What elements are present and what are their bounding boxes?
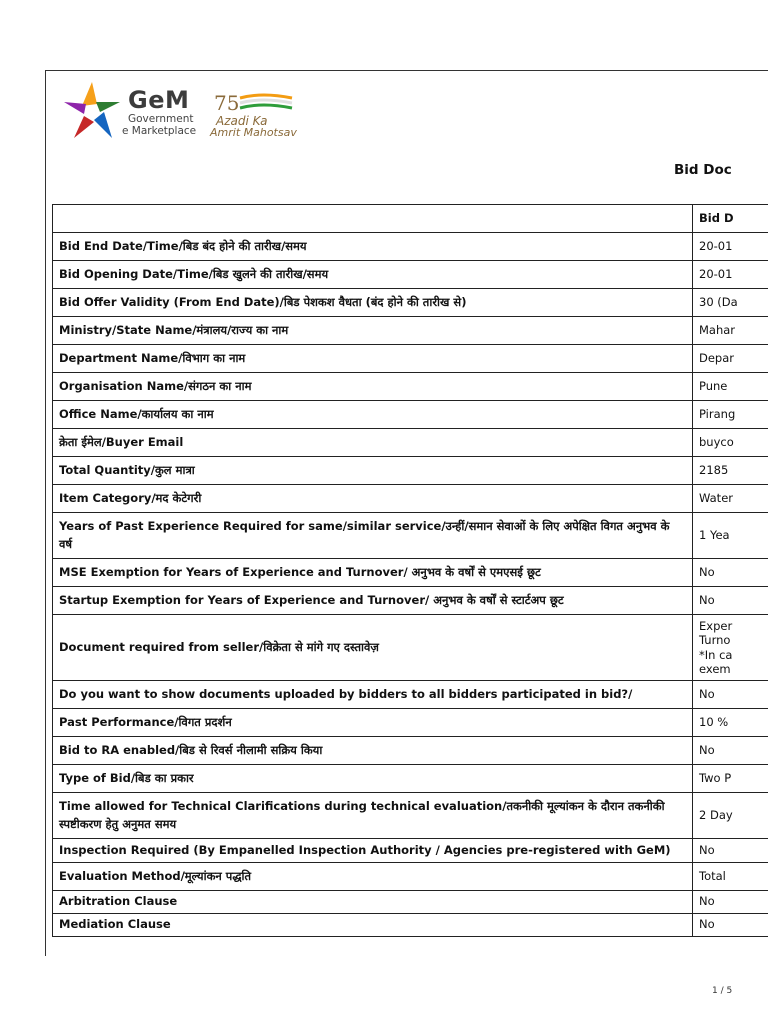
- row-value: Pirang: [693, 401, 768, 429]
- row-label: Inspection Required (By Empanelled Inspection Authority / Agencies pre-registered with GeM): [53, 839, 693, 863]
- table-row: [53, 615, 768, 681]
- row-label: Document required from seller/विक्रेता से मांगे गए दस्तावेज़: [53, 615, 693, 681]
- table-row: [53, 914, 768, 937]
- row-label: Bid to RA enabled/बिड से रिवर्स नीलामी सक्रिय किया: [53, 737, 693, 765]
- row-label: Office Name/कार्यालय का नाम: [53, 401, 693, 429]
- row-label: Type of Bid/बिड का प्रकार: [53, 765, 693, 793]
- table-row: [53, 765, 768, 793]
- table-row: [53, 863, 768, 891]
- row-label: Past Performance/विगत प्रदर्शन: [53, 709, 693, 737]
- table-row: [53, 709, 768, 737]
- row-label: क्रेता ईमेल/Buyer Email: [53, 429, 693, 457]
- row-label: Total Quantity/कुल मात्रा: [53, 457, 693, 485]
- gem-subtitle-line2: e Marketplace: [122, 125, 197, 137]
- table-row: [53, 737, 768, 765]
- row-value: 2185: [693, 457, 768, 485]
- row-label: Startup Exemption for Years of Experience and Turnover/ अनुभव के वर्षों से स्टार्टअप छूट: [53, 587, 693, 615]
- table-row: [53, 681, 768, 709]
- row-value-line: Turno: [699, 633, 731, 648]
- row-value: 30 (Da: [693, 289, 768, 317]
- row-label: Bid End Date/Time/बिड बंद होने की तारीख/समय: [53, 233, 693, 261]
- document-title: Bid Doc: [674, 162, 732, 178]
- azadi-line2: Amrit Mahotsav: [210, 126, 297, 139]
- azadi-number: 75: [214, 91, 240, 115]
- row-value: No: [693, 737, 768, 765]
- row-value: No: [693, 891, 768, 914]
- row-label: Organisation Name/संगठन का नाम: [53, 373, 693, 401]
- row-value: No: [693, 587, 768, 615]
- row-label: Mediation Clause: [53, 914, 693, 937]
- row-label: Do you want to show documents uploaded by bidders to all bidders participated in bid?/: [53, 681, 693, 709]
- table-row: [53, 485, 768, 513]
- row-value: [693, 615, 768, 681]
- row-value: Two P: [693, 765, 768, 793]
- row-value: No: [693, 681, 768, 709]
- row-value: No: [693, 839, 768, 863]
- table-header-row: [53, 205, 768, 233]
- bid-details-table-wrapper: [52, 204, 768, 942]
- row-value-line: exem: [699, 661, 731, 676]
- row-value: No: [693, 559, 768, 587]
- row-value: Depar: [693, 345, 768, 373]
- table-row: [53, 793, 768, 839]
- row-value: 10 %: [693, 709, 768, 737]
- row-label: MSE Exemption for Years of Experience and Turnover/ अनुभव के वर्षों से एमएसई छूट: [53, 559, 693, 587]
- table-header-value: Bid D: [693, 205, 768, 233]
- row-value: Water: [693, 485, 768, 513]
- table-header-label: [53, 205, 693, 233]
- azadi-line1: Azadi Ka: [216, 114, 268, 128]
- table-row: [53, 345, 768, 373]
- row-label: Ministry/State Name/मंत्रालय/राज्य का नाम: [53, 317, 693, 345]
- azadi-ka-amrit-mahotsav-logo: [208, 90, 318, 140]
- row-value-line: Exper: [699, 618, 733, 633]
- row-value: 20-01: [693, 261, 768, 289]
- table-row: [53, 233, 768, 261]
- table-row: [53, 429, 768, 457]
- row-value: Total: [693, 863, 768, 891]
- row-label: Years of Past Experience Required for same/similar service/उन्हीं/समान सेवाओं के लिए अपेक्षित विगत अनुभव के वर्ष: [53, 513, 693, 559]
- gem-subtitle-line1: Government: [128, 113, 194, 125]
- bid-details-table: [52, 204, 768, 937]
- table-row: [53, 401, 768, 429]
- row-value: 1 Yea: [693, 513, 768, 559]
- row-label: Bid Opening Date/Time/बिड खुलने की तारीख/समय: [53, 261, 693, 289]
- table-row: [53, 513, 768, 559]
- row-label: Time allowed for Technical Clarifications during technical evaluation/तकनीकी मूल्यांकन के दौरान तकनीकी स्पष्टीकरण हेतु अनुमत समय: [53, 793, 693, 839]
- header-logos: [62, 80, 322, 145]
- gem-star-logo-icon: [62, 80, 122, 142]
- table-row: [53, 839, 768, 863]
- row-value: 20-01: [693, 233, 768, 261]
- table-row: [53, 373, 768, 401]
- row-value: buyco: [693, 429, 768, 457]
- row-value: Mahar: [693, 317, 768, 345]
- table-row: [53, 891, 768, 914]
- table-row: [53, 587, 768, 615]
- row-value-line: *In ca: [699, 647, 733, 662]
- row-label: Arbitration Clause: [53, 891, 693, 914]
- gem-title: GeM: [128, 86, 190, 114]
- table-row: [53, 317, 768, 345]
- table-row: [53, 261, 768, 289]
- table-row: [53, 559, 768, 587]
- page-number: 1 / 5: [712, 986, 733, 996]
- row-label: Item Category/मद केटेगरी: [53, 485, 693, 513]
- row-label: Bid Offer Validity (From End Date)/बिड पेशकश वैधता (बंद होने की तारीख से): [53, 289, 693, 317]
- row-value: Pune: [693, 373, 768, 401]
- row-value: 2 Day: [693, 793, 768, 839]
- row-label: Evaluation Method/मूल्यांकन पद्धति: [53, 863, 693, 891]
- row-label: Department Name/विभाग का नाम: [53, 345, 693, 373]
- row-value: No: [693, 914, 768, 937]
- table-row: [53, 457, 768, 485]
- azadi-75-emblem-icon: [212, 90, 302, 116]
- table-row: [53, 289, 768, 317]
